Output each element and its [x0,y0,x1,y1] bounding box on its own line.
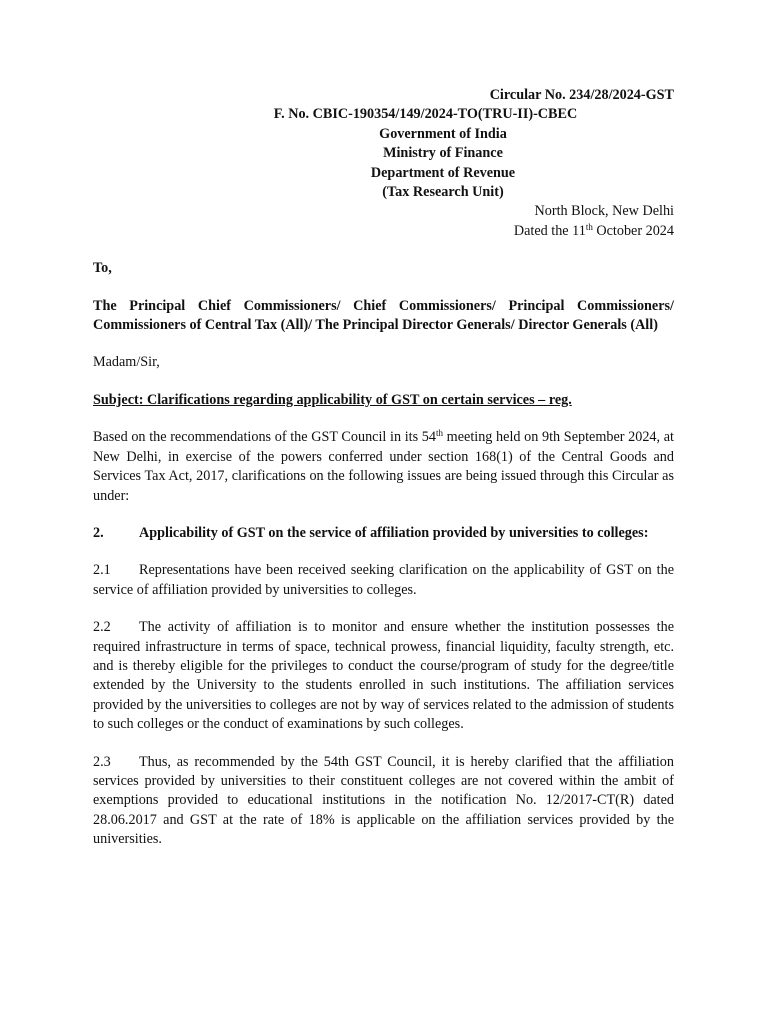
section-2-number: 2. [93,524,104,541]
section-2-title: Applicability of GST on the service of affiliation provided by universities to colleges: [139,524,649,541]
date-prefix: Dated the 11 [513,222,586,239]
paragraph-text: Representations have been received seeking clarification on the applicability of GST on the service of affiliation provided by universities to colleges. [93,562,674,598]
intro-part2: meeting held on 9th September 2024, at New Delhi, in exercise of the powers conferred under section 168(1) of the Central Goods and Services Tax Act, 2017, clarifications on the following issues are being issued through this Circular as under: [93,429,674,504]
date-line [93,222,674,241]
paragraph-2-2 [93,618,674,734]
circular-number: Circular No. 234/28/2024-GST [489,87,674,103]
section-2-heading [93,524,674,543]
salutation: Madam/Sir, [93,354,160,371]
intro-paragraph [93,428,674,506]
header-ministry [93,144,674,163]
to-line: To, [93,260,112,277]
subject-text: Subject: Clarifications regarding applicability of GST on certain services – reg. [93,391,572,408]
intro-sup: th [436,428,444,439]
header-government [93,125,674,144]
paragraph-text: Thus, as recommended by the 54th GST Council, it is hereby clarified that the affiliation services provided by universities to their constituent colleges are not covered within the ambit of exemptions provided to educational institutions in the notification No. 12/2017-CT(R) dated 28.06.2017 and GST at the rate of 18% is applicable on the affiliation services provided by the universities. [93,753,674,848]
header-department-text: Department of Revenue [370,164,516,181]
paragraph-number: 2.2 [93,619,111,636]
header-ministry-text: Ministry of Finance [383,145,503,162]
paragraph-2-1 [93,561,674,600]
file-number-text: F. No. CBIC-190354/149/2024-TO(TRU-II)-CBEC [273,106,578,123]
recipients: The Principal Chief Commissioners/ Chief Commissioners/ Principal Commissioners/ Commissioners of Central Tax (All)/ The Principal Director Generals/ Director Generals (All) [93,297,674,334]
place: North Block, New Delhi [534,203,674,220]
paragraph-2-3 [93,753,674,850]
header-unit-text: (Tax Research Unit) [382,184,504,201]
paragraph-text: The activity of affiliation is to monitor and ensure whether the institution possesses the required infrastructure in terms of space, technical prowess, financial liquidity, faculty strength, etc. and is thereby eligible for the privileges to conduct the course/program of study for the degree/title extended by the University to the students enrolled in such institutions. The affiliation services provided by the universities to colleges are not by way of services related to the admission of students to such colleges or the conduct of examinations by such colleges. [93,619,674,733]
intro-part1: Based on the recommendations of the GST Council in its 54 [93,429,436,446]
file-number [93,105,674,124]
date-suffix: October 2024 [592,222,674,239]
date-sup: th [585,221,593,232]
paragraph-number: 2.1 [93,562,111,579]
header-unit [93,183,674,202]
header-department [93,164,674,183]
header-government-text: Government of India [379,125,507,142]
subject-line [93,391,674,410]
paragraph-number: 2.3 [93,753,111,770]
